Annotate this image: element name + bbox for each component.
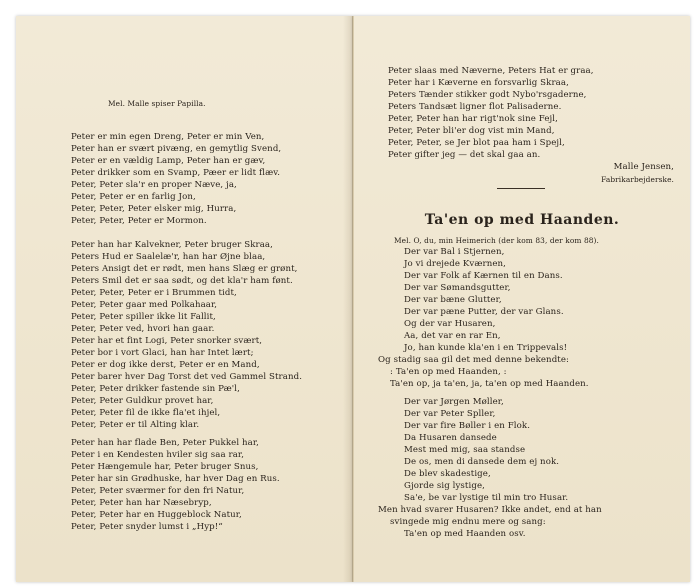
verse-line: Der var pæne Putter, der var Glans.	[404, 307, 564, 317]
signature-role: Fabrikarbejderske.	[601, 175, 674, 184]
left-melody: Mel. Malle spiser Papilla.	[108, 99, 206, 108]
verse-line: Peter, Peter sværmer for den fri Natur,	[71, 486, 245, 496]
verse-line: Peter, Peter drikker fastende sin Pæ'l,	[71, 384, 240, 394]
right-melody: Mel. O, du, min Heimerich (der kom 83, der kom 88).	[394, 236, 599, 245]
verse-line: Peter, Peter fil de ikke fla'et ihjel,	[71, 408, 221, 418]
verse-line: Peters Tandsæt ligner flot Palisaderne.	[388, 102, 562, 112]
verse-line: Peter, Peter snyder lumst i „Hyp!“	[71, 522, 223, 532]
verse-line: Peter er en vældig Lamp, Peter han er gæv,	[71, 156, 266, 166]
verse-line: Peter, Peter, Peter er i Brummen tidt,	[71, 288, 237, 298]
verse-line: Peter slaas med Næverne, Peters Hat er graa,	[388, 66, 594, 76]
verse-line: Peter han har flade Ben, Peter Pukkel har,	[71, 438, 259, 448]
verse-line: Peter har i Kæverne en forsvarlig Skraa,	[388, 78, 569, 88]
verse-line: Peter drikker som en Svamp, Pæer er lidt flæv.	[71, 168, 281, 178]
section-divider	[497, 188, 545, 189]
refrain-line: Ta'en op med Haanden osv.	[404, 529, 526, 539]
verse-line: Gjorde sig lystige,	[404, 481, 485, 491]
book-spread	[8, 8, 692, 582]
verse-line: Peter, Peter, Peter elsker mig, Hurra,	[71, 204, 237, 214]
verse-line: Aa, det var en rar En,	[404, 331, 501, 341]
verse-line: Der var Sømandsgutter,	[404, 283, 511, 293]
verse-line: Men hvad svarer Husaren? Ikke andet, end at han	[378, 505, 602, 515]
verse-line: Peter barer hver Dag Torst det ved Gammel Strand.	[71, 372, 303, 382]
verse-line: Peter, Peter er en farlig Jon,	[71, 192, 196, 202]
verse-line: Peter er dog ikke derst, Peter er en Mand,	[71, 360, 260, 370]
verse-line: Peter bor i vort Glaci, han har Intet lært;	[71, 348, 254, 358]
verse-line: Peter gifter jeg — det skal gaa an.	[388, 150, 541, 160]
verse-line: Peter, Peter ved, hvori han gaar.	[71, 324, 215, 334]
verse-line: Jo vi drejede Kværnen,	[404, 259, 506, 269]
verse-line: Peters Tænder stikker godt Nybo'rsgaderne,	[388, 90, 587, 100]
verse-line: Peter, Peter er til Alting klar.	[71, 420, 200, 430]
verse-line: De os, men di dansede dem ej nok.	[404, 457, 560, 467]
verse-line: Peter, Peter han har rigt'nok sine Fejl,	[388, 114, 558, 124]
verse-line: Da Husaren dansede	[404, 433, 497, 443]
verse-line: Peter, Peter, Peter er Mormon.	[71, 216, 207, 226]
verse-line: Peter, Peter har en Huggeblock Natur,	[71, 510, 242, 520]
verse-line: Der var Jørgen Møller,	[404, 397, 504, 407]
signature-name: Malle Jensen,	[613, 162, 674, 172]
verse-line: Der var Folk af Kærnen til en Dans.	[404, 271, 563, 281]
verse-line: Der var Peter Spller,	[404, 409, 496, 419]
verse-line: Der var fire Bøller i en Flok.	[404, 421, 531, 431]
verse-line: Peters Smil det er saa sødt, og det kla'r ham fønt.	[71, 276, 293, 286]
verse-line: Der var bæne Glutter,	[404, 295, 502, 305]
verse-line: De blev skadestige,	[404, 469, 491, 479]
song-title: Ta'en op med Haanden.	[424, 212, 620, 228]
verse-line: Og der var Husaren,	[404, 319, 496, 329]
verse-line: Peter, Peter Guldkur provet har,	[71, 396, 214, 406]
verse-line: Mest med mig, saa standse	[404, 445, 526, 455]
verse-line: Peter er min egen Dreng, Peter er min Ven,	[71, 132, 265, 142]
verse-line: Sa'e, be var lystige til min tro Husar.	[404, 493, 569, 503]
verse-line: Jo, han kunde kla'en i en Trippevals!	[404, 343, 568, 353]
refrain-line: : Ta'en op med Haanden, :	[390, 367, 507, 377]
verse-line: Peter, Peter, se Jer blot paa ham i Spejl,	[388, 138, 565, 148]
verse-line: svingede mig endnu mere og sang:	[390, 517, 546, 527]
verse-line: Peter Hængemule har, Peter bruger Snus,	[71, 462, 259, 472]
left-page	[16, 16, 353, 582]
verse-line: Peter, Peter gaar med Polkahaar,	[71, 300, 218, 310]
verse-line: Peter i en Kendesten hviler sig saa rar,	[71, 450, 245, 460]
verse-line: Peter, Peter bli'er dog vist min Mand,	[388, 126, 555, 136]
verse-line: Peter har et fint Logi, Peter snorker svært,	[71, 336, 263, 346]
right-page	[353, 16, 690, 582]
verse-line: Peter, Peter spiller ikke lit Fallit,	[71, 312, 216, 322]
verse-line: Peters Ansigt det er rødt, men hans Slæg er grønt,	[71, 264, 298, 274]
refrain-line: Ta'en op, ja ta'en, ja, ta'en op med Haanden.	[390, 379, 589, 389]
verse-line: Og stadig saa gil det med denne bekendte:	[378, 355, 570, 365]
verse-line: Der var Bal i Stjernen,	[404, 247, 505, 257]
verse-line: Peter han er svært pivæng, en gemytlig Svend,	[71, 144, 282, 154]
verse-line: Peters Hud er Saalelæ'r, han har Øjne blaa,	[71, 252, 266, 262]
verse-line: Peter har sin Grødhuske, har hver Dag en Rus.	[71, 474, 280, 484]
verse-line: Peter, Peter sla'r en proper Næve, ja,	[71, 180, 237, 190]
verse-line: Peter, Peter han har Næsebryp,	[71, 498, 212, 508]
verse-line: Peter han har Kalvekner, Peter bruger Skraa,	[71, 240, 273, 250]
